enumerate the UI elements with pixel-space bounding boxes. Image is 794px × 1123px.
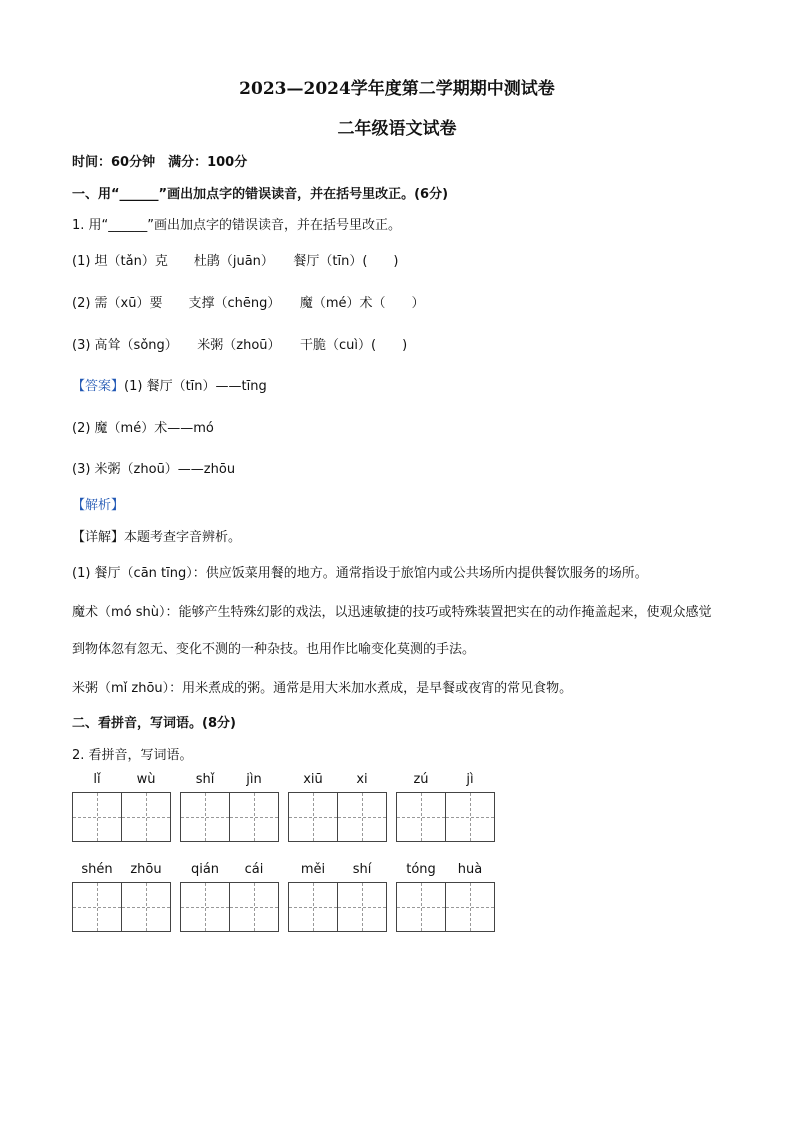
word-group — [180, 772, 280, 852]
analysis-tag: 【解析】 — [72, 498, 125, 513]
question-1-item-3: (3) 高耸（sǒng） 米粥（zhoū） 干脆（cuì）( ) — [72, 338, 408, 353]
pinyin-label: zú — [413, 772, 429, 787]
word-group — [288, 772, 388, 852]
pinyin-label: shǐ — [195, 772, 215, 787]
writing-box[interactable] — [121, 792, 171, 842]
explanation-1: (1) 餐厅（cān tīng）：供应饭菜用餐的地方。通常指设于旅馆内或公共场所内提供餐饮服务的场所。 — [72, 566, 648, 581]
question-1-item-2: (2) 需（xū）要 支撑（chēng） 魔（mé）术（ ） — [72, 296, 425, 311]
section2-heading: 二、看拼音，写词语。(8分) — [72, 716, 236, 731]
word-group — [288, 862, 388, 942]
word-group — [72, 772, 172, 852]
pinyin-label: qián — [190, 862, 220, 877]
writing-box[interactable] — [180, 792, 230, 842]
pinyin-row-1 — [72, 772, 732, 852]
exam-subtitle: 二年级语文试卷 — [337, 119, 457, 139]
writing-box[interactable] — [288, 792, 338, 842]
word-group — [72, 862, 172, 942]
writing-box[interactable] — [72, 792, 122, 842]
section1-heading: 一、用“______”画出加点字的错误读音，并在括号里改正。(6分) — [72, 187, 449, 202]
pinyin-label: wù — [136, 772, 156, 787]
pinyin-label: měi — [300, 862, 326, 877]
answer-1: (1) 餐厅（tīn）——tīng — [124, 379, 267, 394]
pinyin-label: tóng — [406, 862, 436, 877]
explanation-2: 魔术（mó shù）：能够产生特殊幻影的戏法，以迅速敏捷的技巧或特殊装置把实在的动作掩盖起来，使观众感觉到物体忽有忽无、变化不测的一种杂技。也用作比喻变化莫测的手法。 — [72, 605, 712, 657]
writing-box[interactable] — [396, 792, 446, 842]
pinyin-row-2 — [72, 862, 732, 942]
question-1: 1. 用“______”画出加点字的错误读音，并在括号里改正。 — [72, 218, 402, 233]
writing-box[interactable] — [445, 792, 495, 842]
word-group — [396, 772, 496, 852]
pinyin-label: xi — [356, 772, 368, 787]
explanation-3: 米粥（mǐ zhōu）：用米煮成的粥。通常是用大米加水煮成，是早餐或夜宵的常见食物。 — [72, 681, 573, 696]
writing-box[interactable] — [337, 882, 387, 932]
pinyin-label: zhōu — [130, 862, 162, 877]
question-1-item-1: (1) 坦（tǎn）克 杜鹃（juān） 餐厅（tīn）( ) — [72, 254, 399, 269]
writing-box[interactable] — [445, 882, 495, 932]
answer-2: (2) 魔（mé）术——mó — [72, 421, 214, 436]
exam-meta: 时间：60分钟 满分：100分 — [72, 155, 248, 170]
question-2: 2. 看拼音，写词语。 — [72, 748, 193, 763]
writing-box[interactable] — [337, 792, 387, 842]
writing-box[interactable] — [121, 882, 171, 932]
pinyin-label: cái — [244, 862, 264, 877]
answer-3: (3) 米粥（zhoū）——zhōu — [72, 462, 236, 477]
writing-box[interactable] — [288, 882, 338, 932]
pinyin-label: jìn — [246, 772, 262, 787]
answer-tag: 【答案】 — [72, 379, 125, 394]
analysis-detail: 【详解】本题考查字音辨析。 — [72, 530, 242, 545]
pinyin-label: jì — [466, 772, 474, 787]
writing-box[interactable] — [72, 882, 122, 932]
exam-title: 2023—2024学年度第二学期期中测试卷 — [239, 79, 555, 99]
pinyin-label: xiū — [303, 772, 323, 787]
pinyin-label: huà — [457, 862, 483, 877]
writing-box[interactable] — [180, 882, 230, 932]
pinyin-label: shén — [81, 862, 113, 877]
word-group — [396, 862, 496, 942]
answer-line-1 — [72, 375, 267, 394]
writing-box[interactable] — [396, 882, 446, 932]
pinyin-label: shí — [352, 862, 372, 877]
writing-box[interactable] — [229, 882, 279, 932]
writing-box[interactable] — [229, 792, 279, 842]
pinyin-label: lǐ — [93, 772, 101, 787]
word-group — [180, 862, 280, 942]
